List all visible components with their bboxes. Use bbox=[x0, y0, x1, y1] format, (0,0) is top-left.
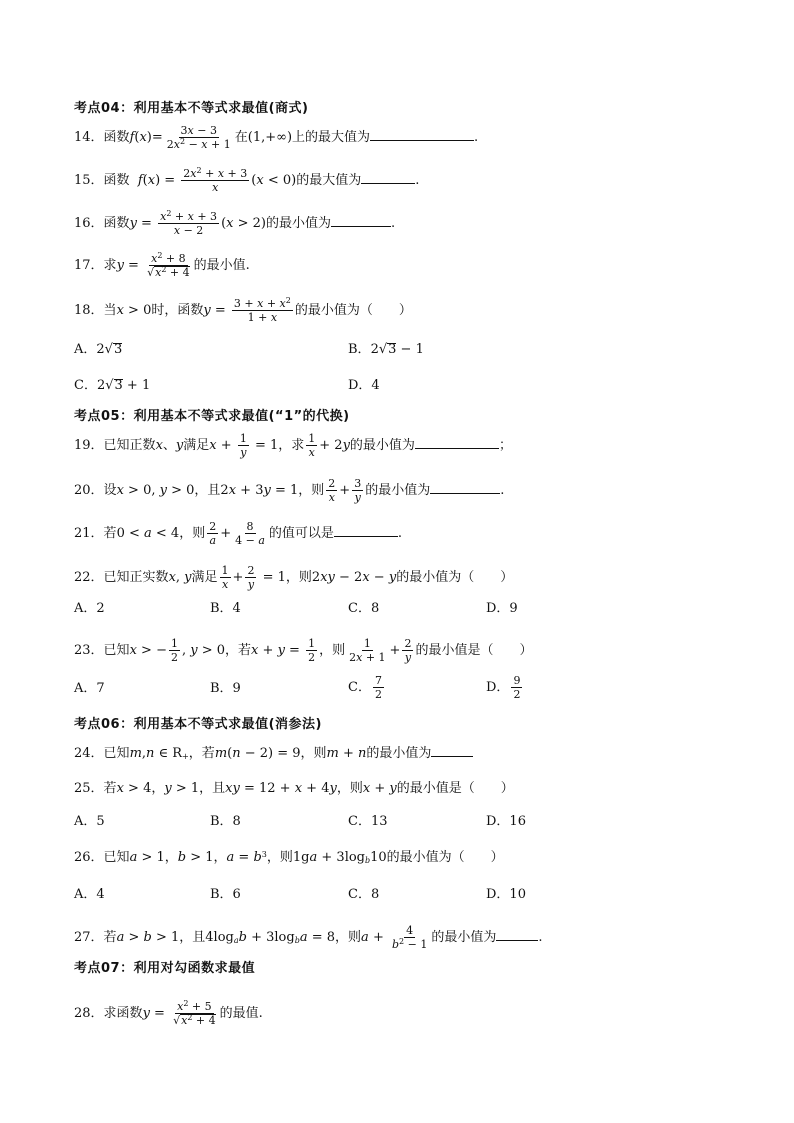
question-15: 15．函数 f(x) = $\frac{2x^2 + x + 3}{x}$ (x < 0)的最大值为 . bbox=[74, 166, 420, 194]
question-25: 25．若x > 4，y > 1，且xy = 12 + x + 4y，则x + y的最小值是（ ） bbox=[74, 781, 514, 796]
question-24: 24．已知m,n ∈ $R_+$，若m(n − 2) = 9，则m + n的最小值为 bbox=[74, 744, 473, 762]
question-26: 26．已知a > 1，b > 1，$a = b^3$，则$1ga + 3\log_b10$的最小值为（ ） bbox=[74, 850, 504, 865]
question-19: 19．已知正数x、y满足x + $\frac{1}{y}$ = 1，求 $\frac{1}{x}$ + 2y的最小值为 ； bbox=[74, 432, 512, 459]
option-c[interactable]: C．8 bbox=[348, 601, 380, 616]
option-a[interactable]: A．7 bbox=[74, 681, 105, 696]
question-23: 23．已知x > − $\frac{1}{2}$ , y > 0，若x + y = $\frac{1}{2}$ ，则 $\frac{1}{2x + 1}$ + $\frac{2}{y}$ 的最小值是（ ） bbox=[74, 637, 533, 664]
section-heading-04: 考点04：利用基本不等式求最值(商式) bbox=[74, 101, 309, 116]
question-21: 21．若0 < a < 4，则 $\frac{2}{a}$ + $\frac{8}{4 - a}$ 的值可以是 . bbox=[74, 520, 403, 547]
answer-blank[interactable] bbox=[370, 128, 474, 141]
option-b[interactable]: B．8 bbox=[210, 814, 241, 829]
option-a[interactable]: A．2√3 bbox=[74, 342, 123, 357]
option-c[interactable]: C．2√3 + 1 bbox=[74, 378, 151, 393]
option-a[interactable]: A．5 bbox=[74, 814, 105, 829]
answer-blank[interactable] bbox=[334, 524, 398, 537]
option-b[interactable]: B．9 bbox=[210, 681, 241, 696]
option-c[interactable]: C．13 bbox=[348, 814, 388, 829]
question-28: 28．求函数y = $\frac{x^2 + 5}{√x^2 + 4}$ 的最值. bbox=[74, 999, 263, 1027]
option-d[interactable]: D．9 bbox=[486, 601, 518, 616]
answer-blank[interactable] bbox=[496, 928, 538, 941]
question-27: 27．若a > b > 1，且$4\log_ab + 3\log_ba = 8$，则a + $\frac{4}{b^2 - 1}$ 的最小值为 . bbox=[74, 924, 543, 951]
section-heading-05: 考点05：利用基本不等式求最值(“1”的代换) bbox=[74, 409, 350, 424]
option-d[interactable]: D． $\frac{9}{2}$ bbox=[486, 674, 521, 701]
answer-blank[interactable] bbox=[431, 744, 473, 757]
section-heading-07: 考点07：利用对勾函数求最值 bbox=[74, 961, 256, 976]
option-c[interactable]: C． $\frac{7}{2}$ bbox=[348, 674, 382, 701]
option-d[interactable]: D．4 bbox=[348, 378, 380, 393]
section-heading-06: 考点06：利用基本不等式求最值(消参法) bbox=[74, 717, 322, 732]
question-20: 20．设x > 0, y > 0，且2x + 3y = 1，则 $\frac{2}{x}$ + $\frac{3}{y}$ 的最小值为 . bbox=[74, 477, 505, 504]
question-18: 18．当x > 0时，函数y = $\frac{3 + x + x^2}{1 + x}$ 的最小值为（ ） bbox=[74, 296, 412, 324]
question-16: 16．函数y = $\frac{x^2 + x + 3}{x - 2}$ (x > 2)的最小值为 . bbox=[74, 209, 396, 237]
question-22: 22．已知正实数x, y满足 $\frac{1}{x}$ + $\frac{2}{y}$ = 1，则2xy − 2x − y的最小值为（ ） bbox=[74, 564, 514, 591]
option-d[interactable]: D．16 bbox=[486, 814, 526, 829]
answer-blank[interactable] bbox=[415, 436, 499, 449]
option-a[interactable]: A．2 bbox=[74, 601, 105, 616]
option-b[interactable]: B．6 bbox=[210, 887, 241, 902]
answer-blank[interactable] bbox=[430, 481, 500, 494]
option-b[interactable]: B．4 bbox=[210, 601, 241, 616]
option-d[interactable]: D．10 bbox=[486, 887, 526, 902]
answer-blank[interactable] bbox=[361, 171, 415, 184]
option-b[interactable]: B．2√3 − 1 bbox=[348, 342, 424, 357]
option-c[interactable]: C．8 bbox=[348, 887, 380, 902]
answer-blank[interactable] bbox=[331, 214, 391, 227]
question-17: 17．求y = $\frac{x^2 + 8}{√x^2 + 4}$ 的最小值. bbox=[74, 251, 250, 279]
question-14: 14．函数f(x)= $\frac{3x - 3}{2x^2 - x + 1}$ 在(1,+∞)上的最大值为 . bbox=[74, 124, 479, 151]
option-a[interactable]: A．4 bbox=[74, 887, 105, 902]
